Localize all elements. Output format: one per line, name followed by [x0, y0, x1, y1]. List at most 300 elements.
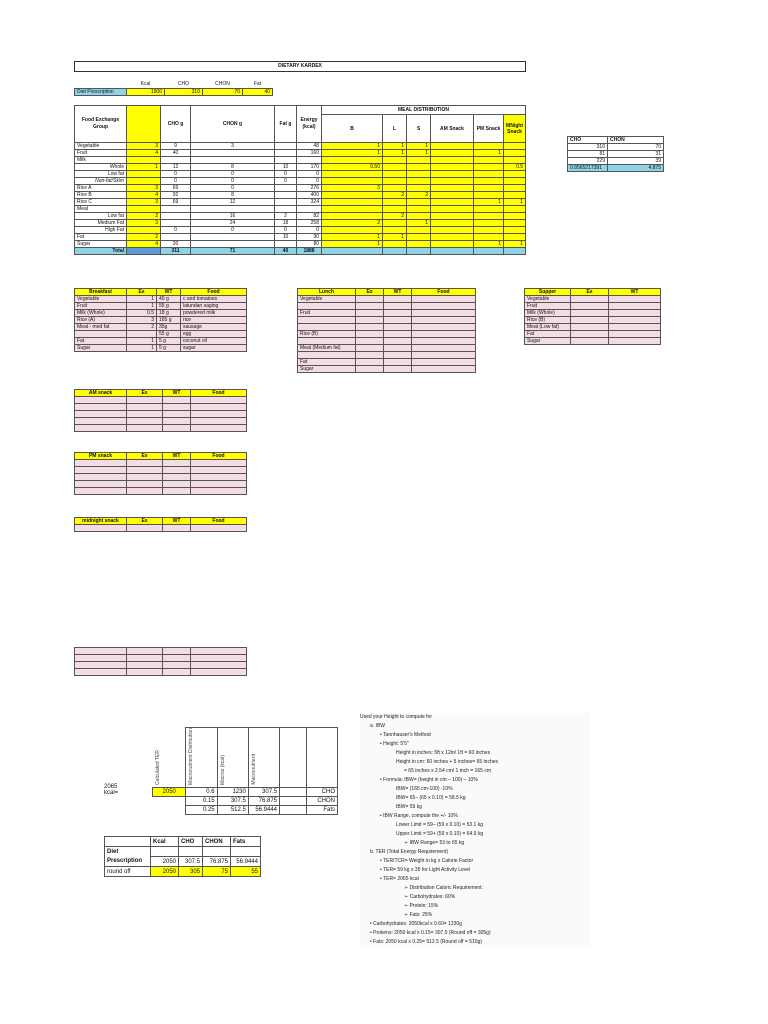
- meal-cell-am[interactable]: [431, 150, 474, 157]
- cho-value: [161, 220, 191, 227]
- exchange-count[interactable]: [127, 206, 161, 213]
- meal-cell-l[interactable]: [383, 220, 407, 227]
- rx2-round-chon[interactable]: 75: [203, 867, 231, 877]
- blank-cell[interactable]: [163, 467, 191, 474]
- breakfast-food[interactable]: sugar: [181, 345, 247, 352]
- table-row: [75, 418, 247, 425]
- table-row: [75, 199, 526, 206]
- meal-cell-b[interactable]: [322, 171, 383, 178]
- side-chon: 70: [608, 144, 664, 151]
- meal-cell-am[interactable]: [431, 185, 474, 192]
- exchange-count[interactable]: 3: [127, 220, 161, 227]
- meal-cell-b[interactable]: 0.50: [322, 164, 383, 171]
- meal-cell-pm[interactable]: [474, 220, 504, 227]
- breakfast-header-wt: WT: [157, 289, 181, 296]
- breakfast-ex[interactable]: 1: [127, 345, 157, 352]
- breakfast-ex[interactable]: [127, 331, 157, 338]
- blank-cell[interactable]: [191, 525, 247, 532]
- exchange-count[interactable]: 4: [127, 150, 161, 157]
- blank-cell[interactable]: [75, 425, 127, 432]
- breakfast-food[interactable]: egg: [181, 331, 247, 338]
- rx-fat[interactable]: 40: [243, 89, 273, 96]
- blank-cell[interactable]: [163, 488, 191, 495]
- meal-cell-l[interactable]: [383, 157, 407, 164]
- exchange-group-name: Sugar: [75, 241, 127, 248]
- meal-cell-mn[interactable]: [504, 185, 526, 192]
- meal-cell-l[interactable]: [383, 171, 407, 178]
- meal-cell-pm[interactable]: [474, 157, 504, 164]
- meal-cell-mn[interactable]: [504, 234, 526, 241]
- meal-cell-s[interactable]: [407, 227, 431, 234]
- meal-cell-b[interactable]: [322, 178, 383, 185]
- meal-cell-mn[interactable]: 1: [504, 241, 526, 248]
- meal-cell-l[interactable]: 2: [383, 213, 407, 220]
- meal-cell-s[interactable]: [407, 199, 431, 206]
- meal-cell-b[interactable]: 2: [322, 220, 383, 227]
- fat-value: [275, 241, 297, 248]
- exchange-count[interactable]: 4: [127, 192, 161, 199]
- lunch-cell[interactable]: [384, 352, 412, 359]
- lunch-cell[interactable]: [412, 338, 476, 345]
- blank-cell[interactable]: [127, 655, 163, 662]
- lunch-cell[interactable]: [356, 359, 384, 366]
- meal-cell-s[interactable]: [407, 213, 431, 220]
- meal-cell-b[interactable]: [322, 157, 383, 164]
- lunch-cell[interactable]: [412, 324, 476, 331]
- table-row: [525, 338, 661, 345]
- exchange-count[interactable]: [127, 171, 161, 178]
- rx-kcal[interactable]: 1900: [127, 89, 165, 96]
- breakfast-ex[interactable]: 0.5: [127, 310, 157, 317]
- meal-cell-am[interactable]: [431, 213, 474, 220]
- chon-value: 24: [191, 220, 275, 227]
- meal-cell-pm[interactable]: [474, 206, 504, 213]
- meal-cell-pm[interactable]: [474, 227, 504, 234]
- exchange-count[interactable]: 2: [127, 234, 161, 241]
- supper-cell[interactable]: [571, 303, 609, 310]
- table-row: [75, 662, 247, 669]
- breakfast-group: Milk (Whole): [75, 310, 127, 317]
- meal-cell-s[interactable]: [407, 171, 431, 178]
- meal-cell-pm[interactable]: 1: [474, 241, 504, 248]
- meal-cell-pm[interactable]: [474, 185, 504, 192]
- lunch-cell[interactable]: [356, 324, 384, 331]
- blank-cell[interactable]: [75, 411, 127, 418]
- note-line: Lower Limit = 59– (59 x 0.10) = 53.1 kg: [396, 822, 483, 828]
- breakfast-ex[interactable]: 1: [127, 296, 157, 303]
- table-row: [298, 324, 476, 331]
- breakfast-food[interactable]: rice: [181, 317, 247, 324]
- meal-cell-am[interactable]: [431, 199, 474, 206]
- exchange-count[interactable]: [127, 178, 161, 185]
- supper-cell[interactable]: [609, 310, 661, 317]
- supper-cell[interactable]: [609, 303, 661, 310]
- meal-cell-pm[interactable]: [474, 171, 504, 178]
- lunch-cell[interactable]: [412, 359, 476, 366]
- meal-cell-mn[interactable]: [504, 178, 526, 185]
- meal-cell-mn[interactable]: [504, 227, 526, 234]
- meal-cell-l[interactable]: [383, 185, 407, 192]
- lunch-cell[interactable]: [412, 352, 476, 359]
- table-row: [75, 411, 247, 418]
- breakfast-wt[interactable]: 165 g: [157, 317, 181, 324]
- blank-cell[interactable]: [127, 460, 163, 467]
- table-row: [75, 317, 247, 324]
- meal-cell-pm[interactable]: [474, 192, 504, 199]
- blank-cell[interactable]: [191, 411, 247, 418]
- lunch-cell[interactable]: [384, 324, 412, 331]
- meal-cell-mn[interactable]: [504, 213, 526, 220]
- meal-cell-s[interactable]: [407, 185, 431, 192]
- side-chon: 39: [608, 158, 664, 165]
- blank-cell[interactable]: [191, 425, 247, 432]
- lunch-cell[interactable]: [356, 317, 384, 324]
- meal-cell-am[interactable]: [431, 192, 474, 199]
- meal-cell-am[interactable]: [431, 178, 474, 185]
- blank-cell[interactable]: [163, 662, 191, 669]
- meal-cell-l[interactable]: [383, 206, 407, 213]
- blank-cell[interactable]: [127, 481, 163, 488]
- blank-cell[interactable]: [191, 418, 247, 425]
- pm-snack-header-food: Food: [191, 453, 247, 460]
- meal-cell-pm[interactable]: 1: [474, 199, 504, 206]
- exchange-count[interactable]: 3: [127, 143, 161, 150]
- meal-cell-am[interactable]: [431, 220, 474, 227]
- meal-col-am: AM Snack: [431, 115, 474, 143]
- rx-cho[interactable]: 310: [165, 89, 203, 96]
- blank-cell[interactable]: [127, 411, 163, 418]
- lunch-cell[interactable]: [384, 317, 412, 324]
- table-row: [525, 331, 661, 338]
- blank-cell[interactable]: [163, 648, 191, 655]
- exchange-count[interactable]: [127, 227, 161, 234]
- blank-cell[interactable]: [75, 525, 127, 532]
- meal-cell-pm[interactable]: [474, 234, 504, 241]
- fat-value: 0: [275, 171, 297, 178]
- blank-cell[interactable]: [191, 648, 247, 655]
- lunch-cell[interactable]: [384, 359, 412, 366]
- meal-cell-s[interactable]: [407, 206, 431, 213]
- blank-cell[interactable]: [191, 481, 247, 488]
- meal-cell-am[interactable]: [431, 143, 474, 150]
- lunch-cell[interactable]: [412, 296, 476, 303]
- supper-cell[interactable]: [571, 324, 609, 331]
- meal-cell-pm[interactable]: [474, 178, 504, 185]
- meal-cell-b[interactable]: [322, 199, 383, 206]
- meal-cell-s[interactable]: [407, 164, 431, 171]
- blank-cell[interactable]: [191, 655, 247, 662]
- blank-cell[interactable]: [75, 418, 127, 425]
- breakfast-wt[interactable]: 35g: [157, 324, 181, 331]
- blank-cell[interactable]: [163, 397, 191, 404]
- exchange-count[interactable]: 1: [127, 164, 161, 171]
- meal-cell-l[interactable]: [383, 178, 407, 185]
- meal-cell-am[interactable]: [431, 164, 474, 171]
- table-row: [75, 296, 247, 303]
- blank-cell[interactable]: [75, 655, 127, 662]
- breakfast-ex[interactable]: 1: [127, 303, 157, 310]
- energy-value: 258: [297, 220, 322, 227]
- meal-cell-b[interactable]: [322, 227, 383, 234]
- exchange-count[interactable]: 2: [127, 213, 161, 220]
- meal-cell-s[interactable]: 1: [407, 143, 431, 150]
- blank-cell[interactable]: [75, 488, 127, 495]
- supper-header-ex: Ex: [571, 289, 609, 296]
- col-header-energy: Energy (kcal): [297, 106, 322, 143]
- meal-cell-am[interactable]: [431, 206, 474, 213]
- exchange-count[interactable]: 4: [127, 241, 161, 248]
- breakfast-wt[interactable]: 40 g: [157, 296, 181, 303]
- rx-label: Diet Prescription: [75, 89, 127, 96]
- lunch-cell[interactable]: [384, 303, 412, 310]
- breakfast-wt[interactable]: 55 g: [157, 331, 181, 338]
- blank-cell[interactable]: [75, 669, 127, 676]
- lunch-cell[interactable]: [356, 303, 384, 310]
- meal-cell-am[interactable]: [431, 157, 474, 164]
- breakfast-food[interactable]: sausage: [181, 324, 247, 331]
- lunch-cell[interactable]: [412, 331, 476, 338]
- blank-cell[interactable]: [163, 418, 191, 425]
- lunch-cell[interactable]: [412, 310, 476, 317]
- meal-cell-b[interactable]: [322, 213, 383, 220]
- breakfast-food[interactable]: c and tomatoes: [181, 296, 247, 303]
- meal-cell-l[interactable]: 2: [383, 192, 407, 199]
- lunch-group: Rice (B): [298, 331, 356, 338]
- meal-cell-b[interactable]: 1: [322, 234, 383, 241]
- energy-value: 0: [297, 227, 322, 234]
- table-row: [75, 404, 247, 411]
- meal-col-pm: PM Snack: [474, 115, 504, 143]
- meal-cell-b[interactable]: [322, 192, 383, 199]
- meal-cell-s[interactable]: [407, 234, 431, 241]
- table-row: [75, 331, 247, 338]
- meal-cell-mn[interactable]: [504, 150, 526, 157]
- meal-cell-l[interactable]: 1: [383, 150, 407, 157]
- supper-cell[interactable]: [609, 331, 661, 338]
- meal-cell-s[interactable]: 2: [407, 192, 431, 199]
- blank-cell[interactable]: [163, 474, 191, 481]
- blank-cell[interactable]: [127, 669, 163, 676]
- note-line: b. TER (Total Energy Requirement): [370, 849, 448, 855]
- meal-cell-mn[interactable]: [504, 192, 526, 199]
- rx2-round-fats[interactable]: 55: [231, 867, 261, 877]
- blank-cell[interactable]: [127, 418, 163, 425]
- lunch-cell[interactable]: [384, 345, 412, 352]
- blank-cell[interactable]: [127, 474, 163, 481]
- blank-cell[interactable]: [127, 648, 163, 655]
- cho-value: 20: [161, 241, 191, 248]
- rx2-label-roundoff: round off: [105, 867, 151, 877]
- lunch-cell[interactable]: [356, 352, 384, 359]
- blank-cell[interactable]: [163, 411, 191, 418]
- blank-cell[interactable]: [191, 474, 247, 481]
- rx2-round-kcal[interactable]: 2050: [151, 867, 179, 877]
- blank-cell[interactable]: [191, 404, 247, 411]
- meal-cell-b[interactable]: [322, 206, 383, 213]
- meal-cell-mn[interactable]: [504, 143, 526, 150]
- exchange-count[interactable]: 3: [127, 185, 161, 192]
- lunch-cell[interactable]: [412, 317, 476, 324]
- exchange-group-name: Rice A: [75, 185, 127, 192]
- blank-cell[interactable]: [75, 648, 127, 655]
- meal-cell-b[interactable]: 1: [322, 241, 383, 248]
- breakfast-food[interactable]: coconut oil: [181, 338, 247, 345]
- lunch-group: Sugar: [298, 366, 356, 373]
- supper-cell[interactable]: [571, 331, 609, 338]
- supper-cell[interactable]: [571, 317, 609, 324]
- supper-cell[interactable]: [609, 296, 661, 303]
- meal-cell-pm[interactable]: [474, 164, 504, 171]
- blank-cell[interactable]: [75, 467, 127, 474]
- meal-cell-l[interactable]: [383, 241, 407, 248]
- meal-cell-l[interactable]: [383, 199, 407, 206]
- meal-cell-mn[interactable]: [504, 171, 526, 178]
- blank-cell[interactable]: [127, 525, 163, 532]
- meal-cell-mn[interactable]: 1: [504, 199, 526, 206]
- lunch-cell[interactable]: [356, 296, 384, 303]
- breakfast-wt[interactable]: 5 g: [157, 338, 181, 345]
- calc-chon-kcal: 307.5: [217, 796, 248, 805]
- lunch-group: Meat (Medium fat): [298, 345, 356, 352]
- lunch-cell[interactable]: [412, 366, 476, 373]
- blank-cell[interactable]: [163, 655, 191, 662]
- ter-value[interactable]: 2050: [153, 787, 186, 796]
- supper-cell[interactable]: [609, 338, 661, 345]
- blank-cell[interactable]: [75, 662, 127, 669]
- meal-cell-pm[interactable]: 1: [474, 150, 504, 157]
- table-row: [75, 460, 247, 467]
- blank-cell[interactable]: [163, 425, 191, 432]
- meal-cell-l[interactable]: [383, 227, 407, 234]
- breakfast-wt[interactable]: 5 g: [157, 345, 181, 352]
- lunch-cell[interactable]: [356, 310, 384, 317]
- supper-cell[interactable]: [571, 338, 609, 345]
- blank-cell[interactable]: [163, 481, 191, 488]
- supper-cell[interactable]: [571, 310, 609, 317]
- meal-cell-s[interactable]: [407, 178, 431, 185]
- blank-cell[interactable]: [75, 397, 127, 404]
- lunch-cell[interactable]: [356, 345, 384, 352]
- blank-cell[interactable]: [127, 488, 163, 495]
- breakfast-wt[interactable]: 18 g: [157, 310, 181, 317]
- meal-cell-l[interactable]: [383, 164, 407, 171]
- table-row: [75, 474, 247, 481]
- lunch-cell[interactable]: [412, 303, 476, 310]
- lunch-group: Fat: [298, 359, 356, 366]
- blank-cell[interactable]: [127, 662, 163, 669]
- chon-value: [191, 206, 275, 213]
- lunch-cell[interactable]: [412, 345, 476, 352]
- breakfast-table: [74, 288, 247, 352]
- supper-cell[interactable]: [609, 317, 661, 324]
- meal-cell-am[interactable]: [431, 241, 474, 248]
- cho-value: [161, 213, 191, 220]
- meal-cell-pm[interactable]: [474, 143, 504, 150]
- lunch-cell[interactable]: [384, 331, 412, 338]
- breakfast-ex[interactable]: 1: [127, 338, 157, 345]
- blank-cell[interactable]: [127, 425, 163, 432]
- meal-cell-am[interactable]: [431, 227, 474, 234]
- meal-cell-l[interactable]: 1: [383, 234, 407, 241]
- am-snack-header-wt: WT: [163, 390, 191, 397]
- blank-cell[interactable]: [163, 460, 191, 467]
- meal-cell-s[interactable]: 1: [407, 220, 431, 227]
- lunch-cell[interactable]: [356, 366, 384, 373]
- blank-cell[interactable]: [163, 669, 191, 676]
- note-line: • IBW Range, compute the +/- 10%: [380, 813, 458, 819]
- lunch-group: [298, 352, 356, 359]
- blank-cell[interactable]: [127, 467, 163, 474]
- meal-cell-b[interactable]: 1: [322, 143, 383, 150]
- lunch-cell[interactable]: [384, 366, 412, 373]
- table-row: [75, 192, 526, 199]
- supper-cell[interactable]: [571, 296, 609, 303]
- meal-cell-am[interactable]: [431, 171, 474, 178]
- breakfast-group: Fruit: [75, 303, 127, 310]
- supper-group: Vegetable: [525, 296, 571, 303]
- exchange-group-name: Milk: [75, 157, 127, 164]
- breakfast-food[interactable]: latundan saging: [181, 303, 247, 310]
- note-line: • Formula: IBW= (height in cm – 100) – 10%: [380, 777, 478, 783]
- blank-cell[interactable]: [191, 669, 247, 676]
- exchange-count[interactable]: [127, 157, 161, 164]
- blank-cell[interactable]: [75, 474, 127, 481]
- meal-cell-s[interactable]: 1: [407, 150, 431, 157]
- blank-cell[interactable]: [127, 404, 163, 411]
- meal-cell-b[interactable]: 1: [322, 150, 383, 157]
- rx-chon[interactable]: 70: [203, 89, 243, 96]
- breakfast-food[interactable]: powdered milk: [181, 310, 247, 317]
- meal-cell-l[interactable]: 1: [383, 143, 407, 150]
- meal-cell-mn[interactable]: [504, 220, 526, 227]
- blank-cell[interactable]: [191, 467, 247, 474]
- meal-cell-b[interactable]: 3: [322, 185, 383, 192]
- blank-cell[interactable]: [127, 397, 163, 404]
- chon-value: 8: [191, 192, 275, 199]
- lunch-cell[interactable]: [384, 296, 412, 303]
- breakfast-ex[interactable]: 3: [127, 317, 157, 324]
- meal-cell-am[interactable]: [431, 234, 474, 241]
- rx2-round-cho[interactable]: 305: [179, 867, 203, 877]
- lunch-cell[interactable]: [384, 310, 412, 317]
- blank-cell[interactable]: [191, 488, 247, 495]
- blank-cell[interactable]: [163, 525, 191, 532]
- blank-cell[interactable]: [75, 481, 127, 488]
- meal-cell-pm[interactable]: [474, 213, 504, 220]
- blank-cell[interactable]: [191, 460, 247, 467]
- blank-cell[interactable]: [191, 662, 247, 669]
- lunch-cell[interactable]: [356, 338, 384, 345]
- meal-cell-mn[interactable]: [504, 206, 526, 213]
- meal-cell-mn[interactable]: 0.5: [504, 164, 526, 171]
- supper-cell[interactable]: [609, 324, 661, 331]
- meal-cell-s[interactable]: [407, 157, 431, 164]
- blank-cell[interactable]: [75, 404, 127, 411]
- note-line: • TER= 2065 kcal: [380, 876, 419, 882]
- meal-cell-mn[interactable]: [504, 157, 526, 164]
- meal-cell-s[interactable]: [407, 241, 431, 248]
- blank-cell[interactable]: [163, 404, 191, 411]
- side-summary-table: [567, 136, 664, 172]
- blank-cell[interactable]: [75, 460, 127, 467]
- blank-cell[interactable]: [191, 397, 247, 404]
- exchange-count[interactable]: 3: [127, 199, 161, 206]
- breakfast-ex[interactable]: 2: [127, 324, 157, 331]
- lunch-cell[interactable]: [356, 331, 384, 338]
- lunch-cell[interactable]: [384, 338, 412, 345]
- rx2-chon: 76.875: [203, 857, 231, 867]
- breakfast-wt[interactable]: 55 g: [157, 303, 181, 310]
